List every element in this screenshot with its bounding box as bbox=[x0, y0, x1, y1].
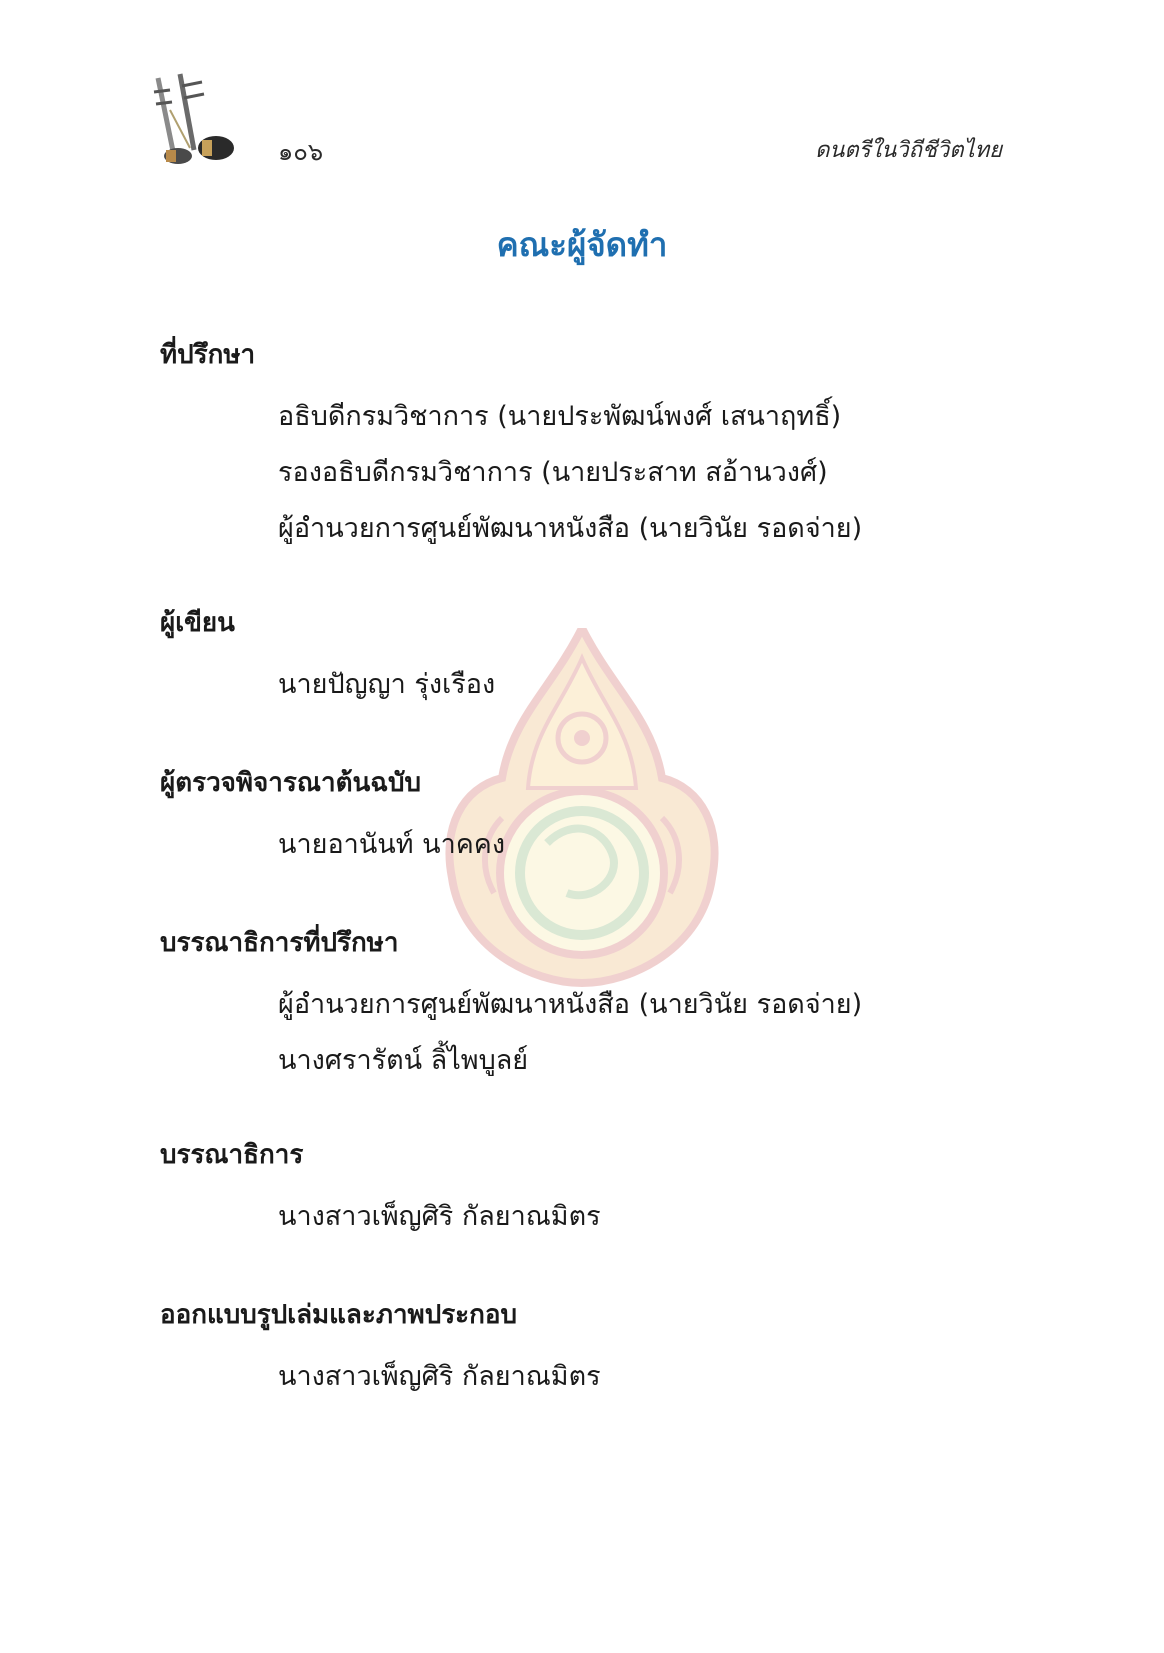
section-line: อธิบดีกรมวิชาการ (นายประพัฒน์พงศ์ เสนาฤทธิ์) bbox=[278, 401, 842, 432]
section-reviewer bbox=[160, 763, 1060, 873]
section-advisory-editors bbox=[160, 923, 1060, 1089]
section-line: นางสาวเพ็ญศิริ กัลยาณมิตร bbox=[278, 1201, 601, 1232]
section-advisors bbox=[160, 335, 1060, 557]
section-heading: บรรณาธิการที่ปรึกษา bbox=[160, 928, 399, 958]
section-line: นายอานันท์ นาคคง bbox=[278, 829, 506, 860]
section-heading: ออกแบบรูปเล่มและภาพประกอบ bbox=[160, 1300, 517, 1330]
section-line: นางศรารัตน์ ลิ้ไพบูลย์ bbox=[278, 1045, 529, 1076]
section-line: ผู้อำนวยการศูนย์พัฒนาหนังสือ (นายวินัย รอดจ่าย) bbox=[278, 513, 863, 544]
section-author bbox=[160, 603, 1060, 713]
section-line: ผู้อำนวยการศูนย์พัฒนาหนังสือ (นายวินัย รอดจ่าย) bbox=[278, 989, 863, 1020]
section-line: รองอธิบดีกรมวิชาการ (นายประสาท สอ้านวงศ์) bbox=[278, 457, 828, 488]
section-heading: ผู้ตรวจพิจารณาต้นฉบับ bbox=[160, 768, 421, 798]
section-heading: ผู้เขียน bbox=[160, 608, 235, 638]
thai-string-instrument-icon bbox=[150, 70, 250, 170]
section-line: นางสาวเพ็ญศิริ กัลยาณมิตร bbox=[278, 1361, 601, 1392]
running-title: ดนตรีในวิถีชีวิตไทย bbox=[815, 138, 1002, 163]
page-number: ๑๐๖ bbox=[278, 138, 324, 166]
section-line: นายปัญญา รุ่งเรือง bbox=[278, 669, 496, 700]
page-title: คณะผู้จัดทำ bbox=[496, 225, 668, 264]
section-heading: บรรณาธิการ bbox=[160, 1140, 304, 1170]
section-design-illustration bbox=[160, 1295, 1060, 1405]
section-editor bbox=[160, 1135, 1060, 1245]
section-heading: ที่ปรึกษา bbox=[160, 340, 256, 370]
